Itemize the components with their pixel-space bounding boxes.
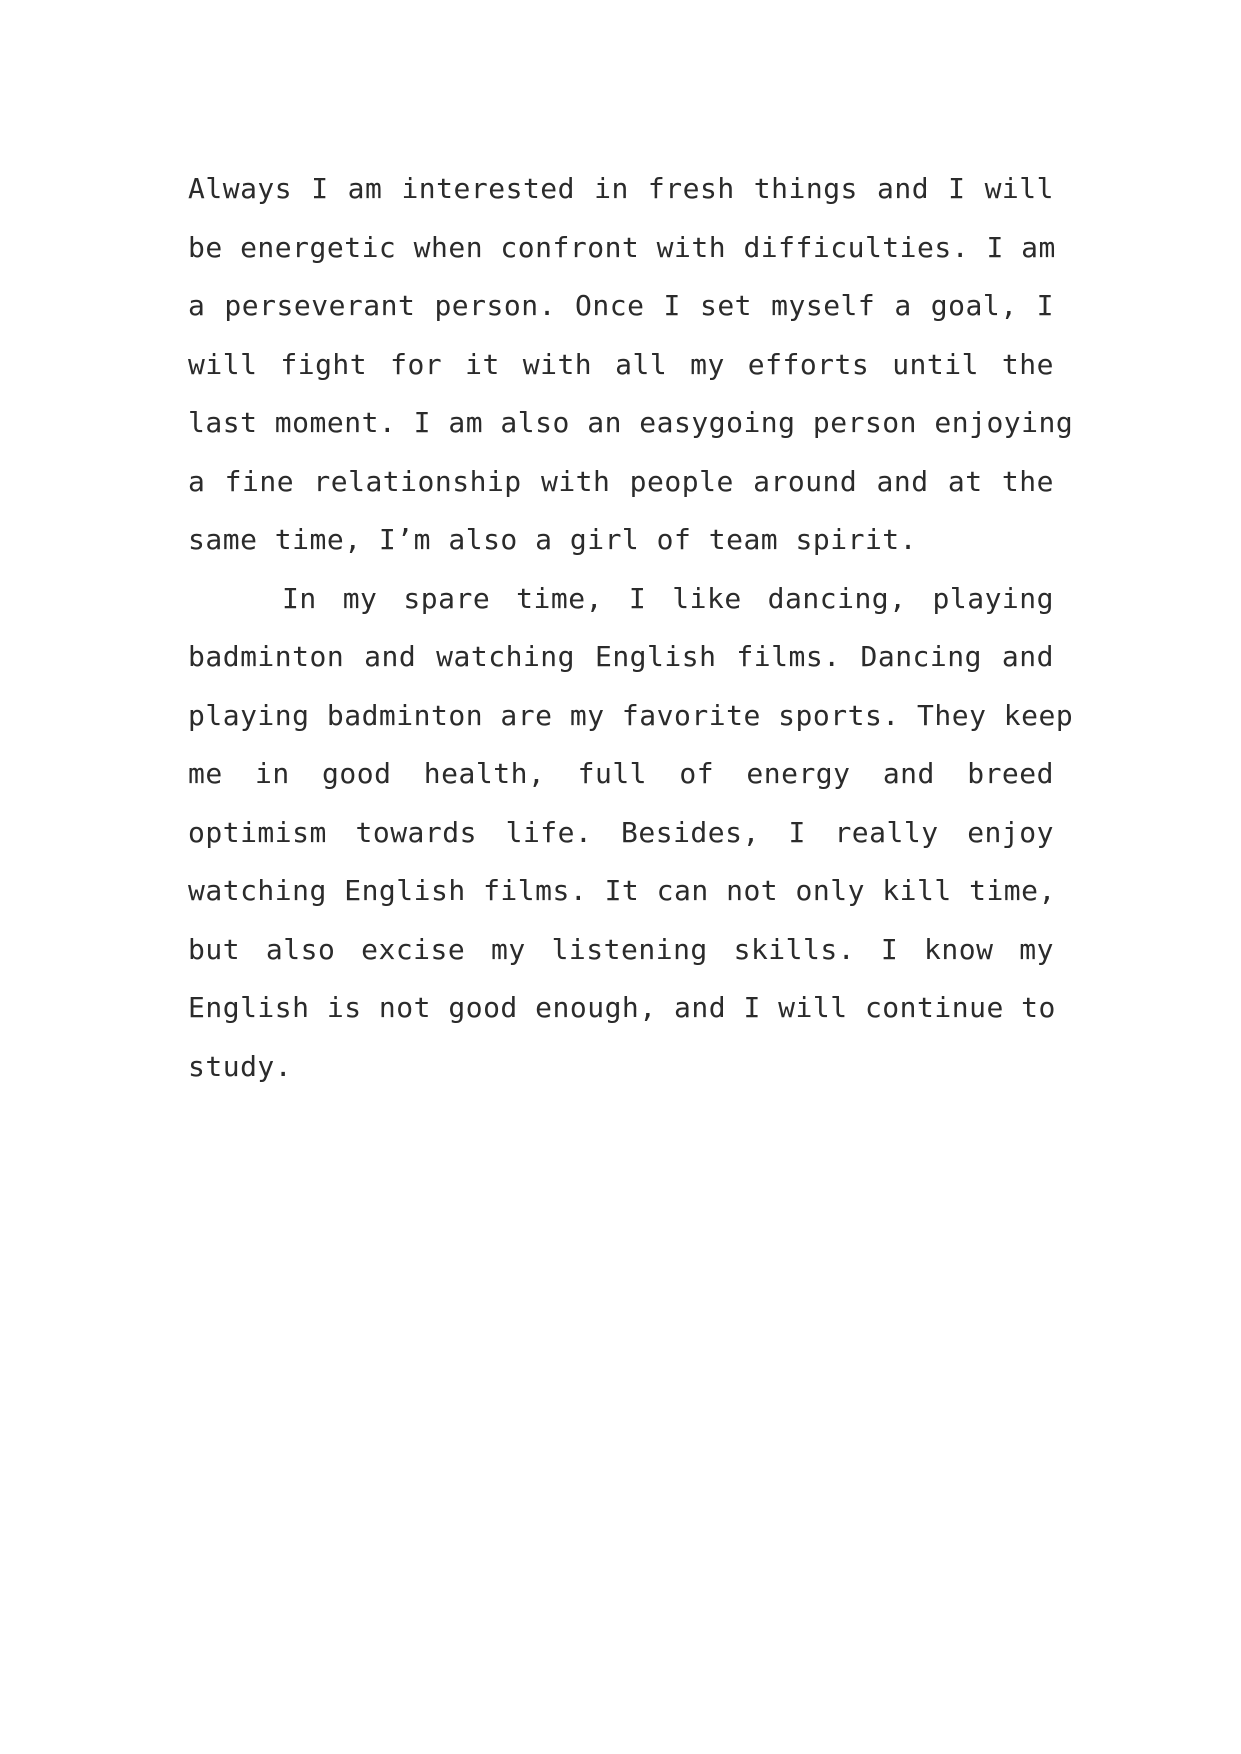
text-line: be energetic when confront with difficulties. I am xyxy=(188,230,1056,264)
text-line: English is not good enough, and I will continue to xyxy=(188,991,1056,1024)
text-line: same time, I’m also a girl of team spirit. xyxy=(188,523,918,556)
paragraph-hobbies xyxy=(188,570,1074,1097)
text-line: badminton and watching English films. Dancing and xyxy=(188,640,1054,673)
text-line: optimism towards life. Besides, I really enjoy xyxy=(188,815,1054,849)
paragraph-self-description xyxy=(188,160,1074,570)
text-line: study. xyxy=(188,1049,293,1083)
text-line: In my spare time, I like dancing, playing xyxy=(282,581,1054,615)
text-line: Always I am interested in fresh things and I will xyxy=(188,172,1054,205)
text-line: will fight for it with all my efforts until the xyxy=(188,347,1054,381)
body-text xyxy=(188,160,1074,1096)
text-line: watching English films. It can not only kill time, xyxy=(188,874,1056,907)
text-line: playing badminton are my favorite sports. They keep xyxy=(188,698,1074,732)
text-line: a fine relationship with people around and at the xyxy=(188,464,1054,498)
text-line: a perseverant person. Once I set myself a goal, I xyxy=(188,289,1054,322)
text-line: but also excise my listening skills. I know my xyxy=(188,932,1054,966)
text-line: last moment. I am also an easygoing person enjoying xyxy=(188,406,1074,439)
text-line: me in good health, full of energy and breed xyxy=(188,757,1054,790)
